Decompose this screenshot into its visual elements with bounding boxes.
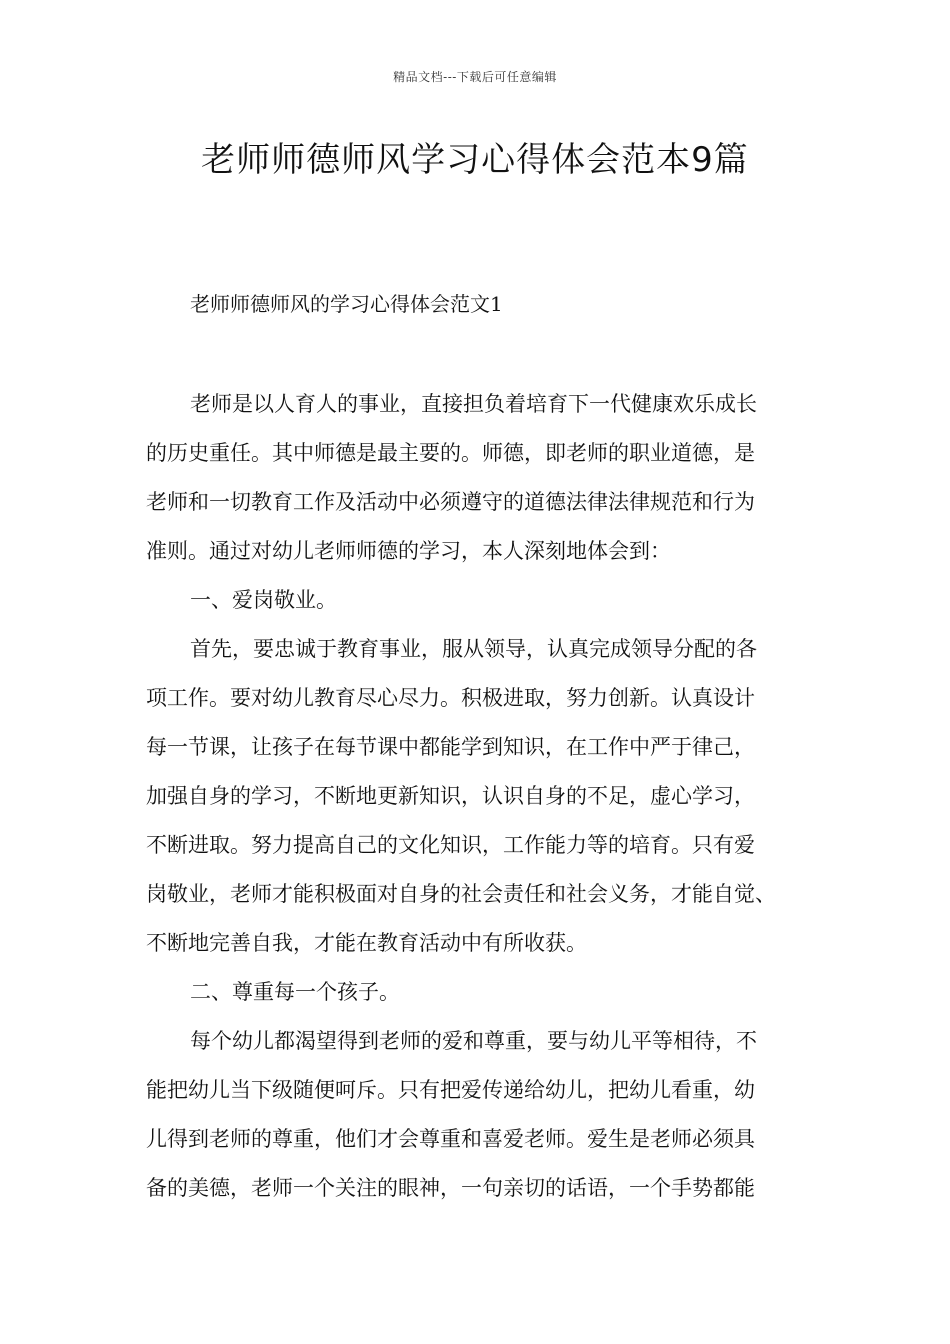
- body-line: 项工作。要对幼儿教育尽心尽力。积极进取，努力创新。认真设计: [146, 686, 755, 710]
- body-line: 加强自身的学习，不断地更新知识，认识自身的不足，虚心学习，: [146, 784, 755, 808]
- body-line: 准则。通过对幼儿老师师德的学习，本人深刻地体会到：: [146, 539, 671, 563]
- document-title: 老师师德师风学习心得体会范本9篇: [201, 140, 749, 180]
- header-note: 精品文档---下载后可任意编辑: [393, 70, 557, 84]
- body-line: 一、爱岗敬业。: [190, 588, 337, 612]
- body-line: 不断地完善自我，才能在教育活动中有所收获。: [146, 931, 587, 955]
- section-subtitle: 老师师德师风的学习心得体会范文1: [190, 292, 503, 316]
- body-line: 首先，要忠诚于教育事业，服从领导，认真完成领导分配的各: [190, 637, 757, 661]
- body-line: 二、尊重每一个孩子。: [190, 980, 400, 1004]
- body-line: 儿得到老师的尊重，他们才会尊重和喜爱老师。爱生是老师必须具: [146, 1127, 755, 1151]
- body-line: 每个幼儿都渴望得到老师的爱和尊重，要与幼儿平等相待，不: [190, 1029, 757, 1053]
- body-line: 备的美德，老师一个关注的眼神，一句亲切的话语，一个手势都能: [146, 1176, 755, 1200]
- body-line: 能把幼儿当下级随便呵斥。只有把爱传递给幼儿，把幼儿看重，幼: [146, 1078, 755, 1102]
- body-line: 每一节课，让孩子在每节课中都能学到知识，在工作中严于律己，: [146, 735, 755, 759]
- body-line: 岗敬业，老师才能积极面对自身的社会责任和社会义务，才能自觉、: [146, 882, 776, 906]
- body-line: 老师和一切教育工作及活动中必须遵守的道德法律法律规范和行为: [146, 490, 755, 514]
- body-line: 的历史重任。其中师德是最主要的。师德，即老师的职业道德，是: [146, 441, 755, 465]
- body-line: 老师是以人育人的事业，直接担负着培育下一代健康欢乐成长: [190, 392, 757, 416]
- body-line: 不断进取。努力提高自己的文化知识，工作能力等的培育。只有爱: [146, 833, 755, 857]
- body-text: [146, 380, 816, 1213]
